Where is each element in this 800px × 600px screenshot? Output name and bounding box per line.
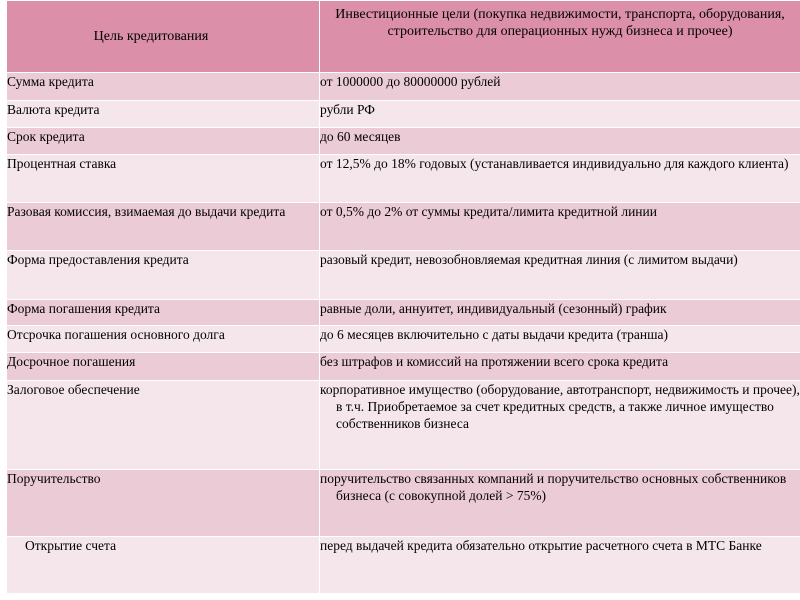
table-row [7, 470, 800, 537]
table-row [7, 101, 800, 128]
row-label-loan-amount: Сумма кредита [7, 73, 320, 101]
row-label-account-opening: Открытие счета [7, 537, 320, 594]
row-label-interest-rate: Процентная ставка [7, 155, 320, 203]
row-label-guarantee: Поручительство [7, 470, 320, 537]
row-value-collateral: корпоративное имущество (оборудование, автотранспорт, недвижимость и прочее), в т.ч. Приобретаемое за счет кредитных средств, а также личное имущество собственников бизнеса [320, 381, 800, 470]
table-row [7, 203, 800, 251]
table-row [7, 537, 800, 594]
row-label-deferral: Отсрочка погашения основного долга [7, 326, 320, 353]
row-value-provision-form: разовый кредит, невозобновляемая кредитная линия (с лимитом выдачи) [320, 251, 800, 300]
table-row [7, 128, 800, 155]
credit-terms-table [6, 0, 800, 594]
row-label-early-repayment: Досрочное погашения [7, 353, 320, 381]
row-label-provision-form: Форма предоставления кредита [7, 251, 320, 300]
row-value-early-repayment: без штрафов и комиссий на протяжении всего срока кредита [320, 353, 800, 381]
row-value-account-opening: перед выдачей кредита обязательно открытие расчетного счета в МТС Банке [320, 537, 800, 594]
row-label-repayment-form: Форма погашения кредита [7, 300, 320, 326]
row-value-currency: рубли РФ [320, 101, 800, 128]
row-value-guarantee: поручительство связанных компаний и поручительство основных собственников бизнеса (с совокупной долей > 75%) [320, 470, 800, 537]
row-value-commission: от 0,5% до 2% от суммы кредита/лимита кредитной линии [320, 203, 800, 251]
row-label-commission: Разовая комиссия, взимаемая до выдачи кредита [7, 203, 320, 251]
row-label-collateral: Залоговое обеспечение [7, 381, 320, 470]
table-row [7, 381, 800, 470]
table-row [7, 73, 800, 101]
row-value-repayment-form: равные доли, аннуитет, индивидуальный (сезонный) график [320, 300, 800, 326]
row-label-currency: Валюта кредита [7, 101, 320, 128]
row-value-interest-rate: от 12,5% до 18% годовых (устанавливается индивидуально для каждого клиента) [320, 155, 800, 203]
row-value-deferral: до 6 месяцев включительно с даты выдачи кредита (транша) [320, 326, 800, 353]
table-row [7, 251, 800, 300]
table-row [7, 300, 800, 326]
row-label-term: Срок кредита [7, 128, 320, 155]
header-label-cell: Цель кредитования [7, 1, 320, 73]
header-value-cell: Инвестиционные цели (покупка недвижимости, транспорта, оборудования, строительство для операционных нужд бизнеса и прочее) [320, 1, 800, 73]
table-header-row [7, 1, 800, 73]
table-row [7, 155, 800, 203]
table-row [7, 353, 800, 381]
row-value-loan-amount: от 1000000 до 80000000 рублей [320, 73, 800, 101]
table-row [7, 326, 800, 353]
row-value-term: до 60 месяцев [320, 128, 800, 155]
